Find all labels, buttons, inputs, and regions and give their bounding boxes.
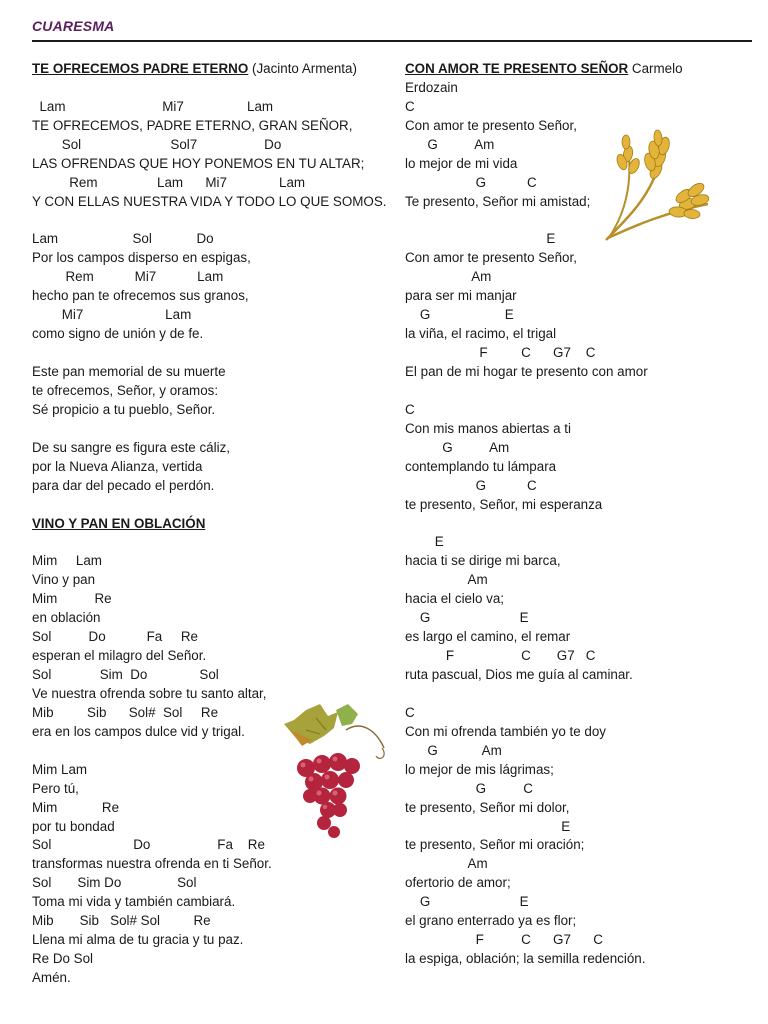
lyric-line: Mib Sib Sol# Sol Re	[32, 704, 219, 720]
lyric-line: C	[405, 401, 415, 417]
song-author: (Jacinto Armenta)	[248, 61, 357, 76]
lyric-line: Re Do Sol	[32, 951, 94, 967]
lyric-line: en oblación	[32, 610, 101, 626]
song-title: VINO Y PAN EN OBLACIÓN	[32, 515, 206, 531]
lyric-line: E	[405, 818, 571, 834]
lyric-line: Este pan memorial de su muerte	[32, 364, 226, 379]
lyric-line	[32, 344, 397, 363]
lyric-line: Lam Mi7 Lam	[32, 98, 274, 114]
lyric-line: Rem Mi7 Lam	[32, 269, 224, 285]
lyric-line: G E	[405, 894, 529, 910]
lyric-line: Am	[405, 572, 488, 588]
section-title: CUARESMA	[32, 18, 115, 34]
lyric-line: te ofrecemos, Señor, y oramos:	[32, 382, 219, 398]
lyric-line: Sol Do Fa Re	[32, 629, 198, 645]
lyric-line: Sol Sol7 Do	[32, 136, 282, 152]
lyric-line: Mim Re	[32, 799, 120, 815]
song-heading	[32, 60, 397, 79]
lyric-line: Sol Sim Do Sol	[32, 875, 197, 891]
lyric-line: Pero tú,	[32, 780, 79, 796]
lyric-line: F C G7 C	[405, 932, 603, 948]
song-title: TE OFRECEMOS PADRE ETERNO	[32, 61, 249, 76]
lyric-line: por tu bondad	[32, 818, 115, 834]
lyric-line	[405, 382, 735, 401]
song-heading	[405, 60, 735, 98]
lyric-line: El pan de mi hogar te presento con amor	[405, 364, 648, 380]
lyric-line: Te presento, Señor mi amistad;	[405, 193, 591, 209]
lyric-line: Mim Re	[32, 591, 112, 607]
lyric-line: Con mis manos abiertas a ti	[405, 420, 571, 436]
lyric-line: transformas nuestra ofrenda en ti Señor.	[32, 856, 272, 872]
lyric-line: G C	[405, 477, 537, 493]
lyric-line: Con mi ofrenda también yo te doy	[405, 723, 606, 739]
lyric-line: Mib Sib Sol# Sol Re	[32, 913, 211, 929]
lyric-line: Rem Lam Mi7 Lam	[32, 174, 306, 190]
lyric-line	[405, 515, 735, 534]
lyric-line	[32, 212, 397, 231]
lyric-line: LAS OFRENDAS QUE HOY PONEMOS EN TU ALTAR;	[32, 155, 365, 171]
lyric-line: C	[405, 98, 415, 114]
lyric-line: como signo de unión y de fe.	[32, 326, 204, 342]
lyric-line: te presento, Señor mi dolor,	[405, 799, 570, 815]
lyric-line: te presento, Señor mi oración;	[405, 837, 585, 853]
lyric-line: Amén.	[32, 970, 71, 985]
wheat-icon	[598, 128, 716, 244]
lyric-line: era en los campos dulce vid y trigal.	[32, 723, 245, 739]
page-header	[32, 16, 752, 42]
lyric-line: el grano enterrado ya es flor;	[405, 913, 577, 929]
song-title: CON AMOR TE PRESENTO SEÑOR	[405, 61, 629, 76]
lyric-line: Con amor te presento Señor,	[405, 117, 577, 133]
lyric-line: Lam Sol Do	[32, 231, 214, 247]
left-column	[32, 60, 397, 988]
lyric-line: G Am	[405, 742, 502, 758]
song-lyrics	[32, 79, 397, 515]
lyric-line: F C G7 C	[405, 648, 596, 664]
lyric-line: Vino y pan	[32, 572, 96, 588]
lyric-line: hecho pan te ofrecemos sus granos,	[32, 288, 249, 304]
lyric-line: G E	[405, 610, 529, 626]
lyric-line: la espiga, oblación; la semilla redención.	[405, 951, 646, 967]
lyric-line: Ve nuestra ofrenda sobre tu santo altar,	[32, 685, 267, 701]
lyric-line	[32, 79, 397, 98]
lyric-line	[32, 533, 397, 552]
lyric-line: TE OFRECEMOS, PADRE ETERNO, GRAN SEÑOR,	[32, 117, 353, 133]
lyric-line: la viña, el racimo, el trigal	[405, 326, 557, 342]
lyric-line: por la Nueva Alianza, vertida	[32, 458, 203, 474]
lyric-line: F C G7 C	[405, 345, 596, 361]
lyric-line: G C	[405, 780, 533, 796]
lyric-line: Mim Lam	[32, 761, 88, 777]
lyric-line: G Am	[405, 136, 495, 152]
lyric-line: ofertorio de amor;	[405, 875, 511, 891]
lyric-line	[32, 496, 397, 515]
lyric-line: Mim Lam	[32, 553, 102, 569]
song-author: Carmelo Erdozain	[405, 61, 683, 95]
lyric-line: Y CON ELLAS NUESTRA VIDA Y TODO LO QUE SOMOS.	[32, 193, 387, 209]
lyric-line: G C	[405, 174, 537, 190]
lyric-line: Con amor te presento Señor,	[405, 250, 577, 266]
lyric-line: Mi7 Lam	[32, 307, 192, 323]
lyric-line: C	[405, 704, 415, 720]
lyric-line	[32, 420, 397, 439]
lyric-line: De su sangre es figura este cáliz,	[32, 439, 230, 455]
lyric-line: Llena mi alma de tu gracia y tu paz.	[32, 932, 244, 948]
lyric-line: Am	[405, 856, 488, 872]
lyric-line: Sol Sim Do Sol	[32, 667, 219, 682]
lyric-line: E	[405, 231, 556, 247]
lyric-line: G E	[405, 307, 514, 323]
lyric-line: Toma mi vida y también cambiará.	[32, 894, 236, 910]
lyric-line: Sé propicio a tu pueblo, Señor.	[32, 401, 216, 417]
lyric-line	[405, 685, 735, 704]
lyric-line: para ser mi manjar	[405, 288, 517, 304]
lyric-line: hacia ti se dirige mi barca,	[405, 553, 561, 569]
lyric-line: contemplando tu lámpara	[405, 458, 557, 474]
lyric-line: es largo el camino, el remar	[405, 629, 571, 645]
lyric-line: te presento, Señor, mi esperanza	[405, 496, 603, 512]
lyric-line: para dar del pecado el perdón.	[32, 477, 215, 493]
lyric-line: ruta pascual, Dios me guía al caminar.	[405, 667, 633, 683]
lyric-line: E	[405, 534, 444, 550]
lyric-line: Sol Do Fa Re	[32, 837, 265, 853]
lyric-line: hacia el cielo va;	[405, 591, 504, 607]
grapes-icon	[276, 700, 390, 842]
song-heading	[32, 515, 397, 534]
lyric-line: lo mejor de mis lágrimas;	[405, 761, 554, 777]
lyric-line: Por los campos disperso en espigas,	[32, 250, 251, 266]
lyric-line: Am	[405, 269, 492, 285]
lyric-line: esperan el milagro del Señor.	[32, 648, 207, 664]
lyric-line: G Am	[405, 439, 510, 455]
lyric-line: lo mejor de mi vida	[405, 155, 518, 171]
